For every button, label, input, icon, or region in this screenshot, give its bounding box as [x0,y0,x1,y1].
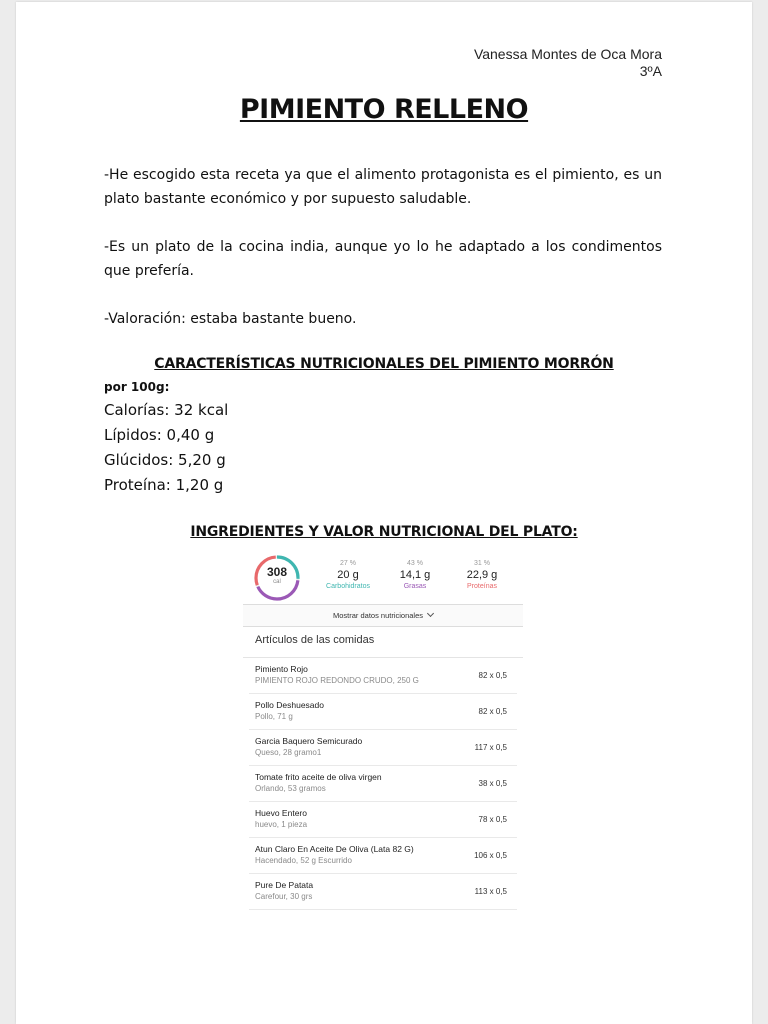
item-desc: Orlando, 53 gramos [255,784,326,793]
item-qty: 82 x 0,5 [478,671,507,680]
item-qty: 117 x 0,5 [474,743,507,752]
meal-items-list [243,657,523,910]
item-desc: Pollo, 71 g [255,712,293,721]
author-block [474,46,662,80]
item-desc: Carefour, 30 grs [255,892,313,901]
calorie-unit: cal [273,579,281,585]
macro-amount: 14,1 g [399,569,431,581]
document-page [16,2,752,1024]
nutrition-app-screenshot [243,548,523,904]
list-item[interactable] [249,838,517,874]
nutrition-item: Calorías: 32 kcal [104,401,229,419]
macro-label: Grasas [403,583,427,590]
macro-amount: 20 g [337,569,359,581]
item-name: Pollo Deshuesado [255,700,324,710]
list-item[interactable] [249,694,517,730]
item-desc: Queso, 28 gramo1 [255,748,322,757]
item-name: Garcia Baquero Semicurado [255,736,363,746]
item-desc: Hacendado, 52 g Escurrido [255,856,352,865]
page-title: PIMIENTO RELLENO [239,94,529,125]
nutrition-item: Lípidos: 0,40 g [104,426,215,444]
show-nutrition-label: Mostrar datos nutricionales [332,611,424,620]
paragraph-rating: -Valoración: estaba bastante bueno. [104,311,357,327]
chevron-down-icon [427,610,434,617]
macro-pct: 31 % [474,560,490,567]
nutrition-per-label: por 100g: [104,380,170,394]
paragraph-choice: -He escogido esta receta ya que el alimento protagonista es el pimiento, es un plato bastante económico y por supuesto saludable. [104,167,662,207]
show-nutrition-button[interactable] [243,604,523,627]
item-name: Tomate frito aceite de oliva virgen [255,772,382,782]
macro-fat [382,560,448,590]
list-item[interactable] [249,730,517,766]
meals-title: Artículos de las comidas [255,634,375,646]
ingredients-section-title: INGREDIENTES Y VALOR NUTRICIONAL DEL PLATO: [190,524,578,540]
nutrition-item: Glúcidos: 5,20 g [104,451,226,469]
macro-label: Carbohidratos [326,583,370,590]
calorie-value: 308 [266,565,288,579]
macro-label: Proteínas [467,583,497,590]
author-class: 3ºA [639,63,662,79]
item-qty: 82 x 0,5 [478,707,507,716]
list-item[interactable] [249,802,517,838]
macro-pct: 27 % [340,560,356,567]
macro-protein [449,560,515,590]
item-desc: huevo, 1 pieza [255,820,308,829]
macro-amount: 22,9 g [466,569,498,581]
nutrition-item: Proteína: 1,20 g [104,476,224,494]
item-desc: PIMIENTO ROJO REDONDO CRUDO, 250 G [255,676,419,685]
item-name: Pimiento Rojo [255,664,308,674]
item-name: Huevo Entero [255,808,307,818]
item-name: Pure De Patata [255,880,314,890]
item-qty: 38 x 0,5 [478,779,507,788]
nutrition-section-title: CARACTERÍSTICAS NUTRICIONALES DEL PIMIENTO MORRÓN [154,356,614,372]
macro-pct: 43 % [407,560,423,567]
list-item[interactable] [249,658,517,694]
list-item[interactable] [249,766,517,802]
paragraph-origin: -Es un plato de la cocina india, aunque yo lo he adaptado a los condimentos que prefería. [104,239,662,279]
item-qty: 113 x 0,5 [474,887,507,896]
item-name: Atun Claro En Aceite De Oliva (Lata 82 G) [255,844,414,854]
author-name: Vanessa Montes de Oca Mora [473,46,662,62]
list-item[interactable] [249,874,517,910]
macro-carbs [315,560,381,590]
nutrition-list [104,398,228,498]
item-qty: 106 x 0,5 [474,851,507,860]
item-qty: 78 x 0,5 [478,815,507,824]
